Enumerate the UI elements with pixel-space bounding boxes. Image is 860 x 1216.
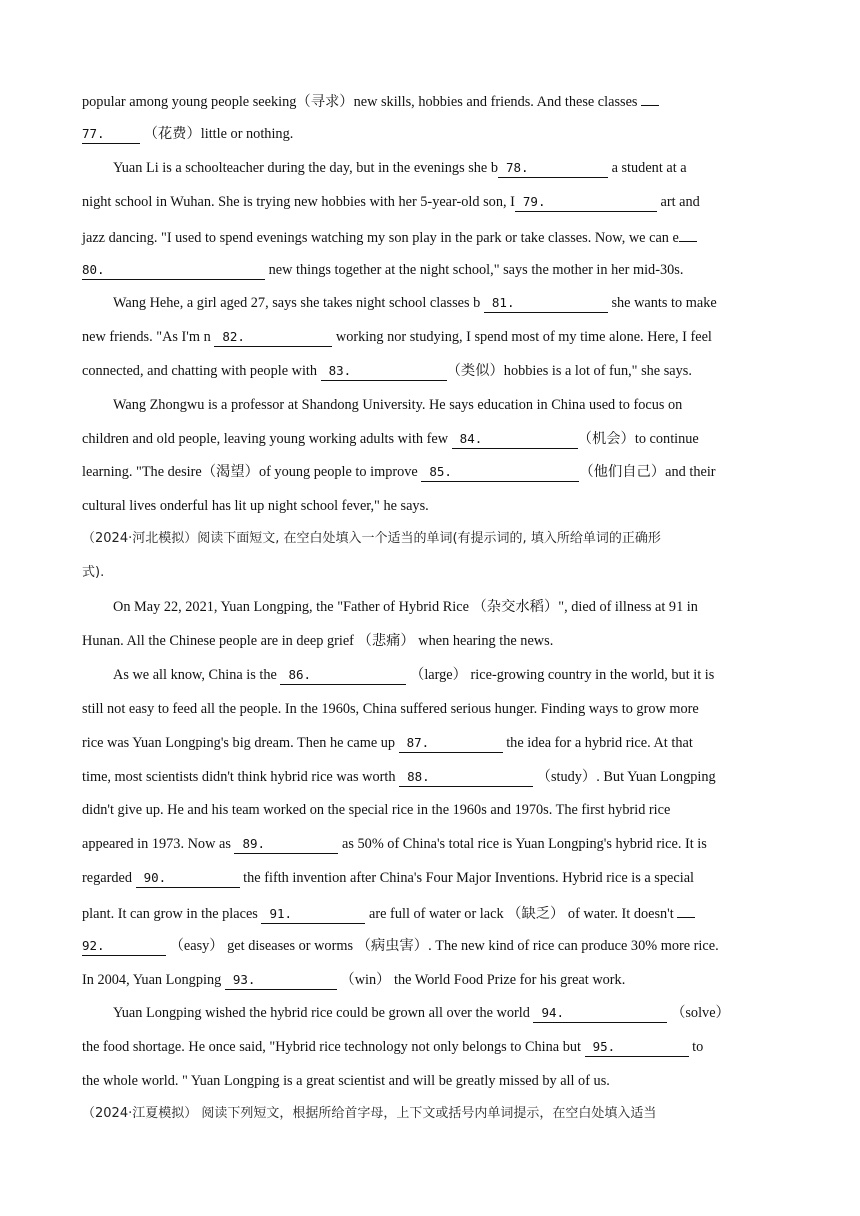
passage1-line <box>82 192 782 212</box>
instruction-text: 阅读下列短文，根据所给首字母，上下文或括号内单词提示，在空白处填入适当 <box>201 1106 657 1121</box>
text: the food shortage. He once said, "Hybrid rice technology not only belongs to China but <box>82 1039 581 1055</box>
blank-number: 92. <box>82 938 105 953</box>
passage2-line <box>82 631 782 651</box>
source-label: （2024·江夏模拟） <box>82 1106 198 1121</box>
blank-80[interactable] <box>82 262 265 280</box>
passage1-line <box>113 158 813 178</box>
blank-78[interactable] <box>498 160 608 178</box>
text: still not easy to feed all the people. In the 1960s, China suffered serious hunger. Finding ways to grow more <box>82 701 699 717</box>
blank-underline <box>641 90 659 106</box>
text: （花费）little or nothing. <box>143 126 294 142</box>
blank-number: 91. <box>269 906 293 921</box>
blank-number: 93. <box>232 972 256 987</box>
text: Wang Zhongwu is a professor at Shandong University. He says education in China used to focus on <box>113 397 683 413</box>
blank-number: 80. <box>82 262 105 277</box>
blank-93[interactable] <box>225 972 337 990</box>
passage1-line <box>113 395 813 415</box>
text: On May 22, 2021, Yuan Longping, the "Father of Hybrid Rice （杂交水稻）", died of illness at 91 in <box>113 599 698 615</box>
text: are full of water or lack （缺乏） of water. It doesn't <box>369 906 674 922</box>
passage2-line <box>113 1003 813 1023</box>
passage1-line <box>82 462 782 482</box>
blank-number: 87. <box>406 735 430 750</box>
blank-number: 89. <box>242 836 266 851</box>
text: （solve） <box>671 1005 730 1021</box>
blank-83[interactable] <box>321 363 447 381</box>
passage2-line <box>82 767 782 787</box>
text: appeared in 1973. Now as <box>82 836 231 852</box>
passage2-line <box>82 936 782 956</box>
text: In 2004, Yuan Longping <box>82 972 222 988</box>
blank-82[interactable] <box>214 329 332 347</box>
source-label: （2024·河北模拟） <box>82 531 198 546</box>
passage2-line <box>82 733 782 753</box>
blank-number: 90. <box>143 870 167 885</box>
instruction-line <box>82 1104 782 1124</box>
passage2-line <box>113 597 813 617</box>
passage1-line <box>82 226 782 248</box>
text: （easy） get diseases or worms （病虫害）. The new kind of rice can produce 30% more rice. <box>169 938 719 954</box>
blank-86[interactable] <box>280 667 406 685</box>
text: a student at a <box>611 160 687 176</box>
text: （机会）to continue <box>577 431 699 447</box>
passage1-line <box>82 361 782 381</box>
text: learning. "The desire（渴望）of young people to improve <box>82 464 418 480</box>
blank-81[interactable] <box>484 295 608 313</box>
blank-number: 81. <box>491 295 515 310</box>
passage2-line <box>82 1071 782 1091</box>
text: Yuan Longping wished the hybrid rice could be grown all over the world <box>113 1005 530 1021</box>
text: night school in Wuhan. She is trying new hobbies with her 5-year-old son, I <box>82 194 515 210</box>
blank-number: 94. <box>541 1005 565 1020</box>
text: she wants to make <box>611 295 717 311</box>
text: new things together at the night school," says the mother in her mid-30s. <box>268 262 684 278</box>
blank-number: 84. <box>459 431 483 446</box>
passage2-line <box>82 834 782 854</box>
passage1-line <box>82 124 782 144</box>
text: regarded <box>82 870 133 886</box>
text: the idea for a hybrid rice. At that <box>506 735 693 751</box>
blank-91[interactable] <box>261 906 365 924</box>
text: didn't give up. He and his team worked on the special rice in the 1960s and 1970s. The first hybrid rice <box>82 802 671 818</box>
text: the whole world. " Yuan Longping is a great scientist and will be greatly missed by all of us. <box>82 1073 610 1089</box>
instruction-line <box>82 563 782 583</box>
blank-84[interactable] <box>452 431 578 449</box>
passage2-line <box>82 868 782 888</box>
passage2-line <box>82 970 782 990</box>
blank-77[interactable] <box>82 126 140 144</box>
blank-underline <box>677 902 695 918</box>
blank-number: 88. <box>407 769 430 784</box>
text: （study）. But Yuan Longping <box>536 769 716 785</box>
text: As we all know, China is the <box>113 667 277 683</box>
blank-79[interactable] <box>515 194 657 212</box>
text: as 50% of China's total rice is Yuan Longping's hybrid rice. It is <box>342 836 707 852</box>
blank-number: 78. <box>506 160 529 175</box>
text: Wang Hehe, a girl aged 27, says she takes night school classes b <box>113 295 481 311</box>
blank-90[interactable] <box>136 870 240 888</box>
text: （win） the World Food Prize for his great work. <box>340 972 626 988</box>
passage2-line <box>113 665 813 685</box>
text: Yuan Li is a schoolteacher during the day, but in the evenings she b <box>113 160 498 176</box>
passage2-line <box>82 800 782 820</box>
passage1-line <box>113 293 813 313</box>
instruction-line <box>82 529 782 549</box>
blank-89[interactable] <box>234 836 338 854</box>
passage1-line <box>82 260 782 280</box>
text: time, most scientists didn't think hybrid rice was worth <box>82 769 396 785</box>
blank-94[interactable] <box>533 1005 667 1023</box>
blank-number: 82. <box>222 329 245 344</box>
instruction-text: 阅读下面短文, 在空白处填入一个适当的单词(有提示词的, 填入所给单词的正确形 <box>197 531 661 546</box>
blank-number: 86. <box>288 667 312 682</box>
passage1-line <box>82 90 782 112</box>
blank-number: 77. <box>82 126 105 141</box>
passage2-line <box>82 902 782 924</box>
passage1-line <box>82 496 782 516</box>
blank-number: 79. <box>522 194 546 209</box>
passage1-line <box>82 429 782 449</box>
text: popular among young people seeking（寻求）new skills, hobbies and friends. And these classes <box>82 94 638 110</box>
text: Hunan. All the Chinese people are in deep grief （悲痛） when hearing the news. <box>82 633 554 649</box>
blank-88[interactable] <box>399 769 533 787</box>
text: children and old people, leaving young working adults with few <box>82 431 449 447</box>
blank-number: 83. <box>328 363 352 378</box>
blank-85[interactable] <box>421 464 579 482</box>
text: （他们自己）and their <box>579 464 716 480</box>
passage2-line <box>82 1037 782 1057</box>
text: （large） rice-growing country in the world, but it is <box>410 667 715 683</box>
instruction-text: 式). <box>82 565 105 580</box>
blank-number: 95. <box>592 1039 616 1054</box>
passage1-line <box>82 327 782 347</box>
text: cultural lives onderful has lit up night school fever," he says. <box>82 498 429 514</box>
text: plant. It can grow in the places <box>82 906 258 922</box>
passage2-line <box>82 699 782 719</box>
blank-underline <box>679 226 697 242</box>
text: to <box>692 1039 704 1055</box>
text: connected, and chatting with people with <box>82 363 318 379</box>
text: jazz dancing. "I used to spend evenings watching my son play in the park or take classes. Now, we can e <box>82 230 679 246</box>
blank-95[interactable] <box>585 1039 689 1057</box>
blank-92[interactable] <box>82 938 166 956</box>
text: rice was Yuan Longping's big dream. Then he came up <box>82 735 396 751</box>
text: art and <box>660 194 700 210</box>
text: working nor studying, I spend most of my time alone. Here, I feel <box>335 329 712 345</box>
text: new friends. "As I'm n <box>82 329 211 345</box>
blank-number: 85. <box>429 464 452 479</box>
text: the fifth invention after China's Four Major Inventions. Hybrid rice is a special <box>243 870 695 886</box>
blank-87[interactable] <box>399 735 503 753</box>
text: （类似）hobbies is a lot of fun," she says. <box>446 363 692 379</box>
